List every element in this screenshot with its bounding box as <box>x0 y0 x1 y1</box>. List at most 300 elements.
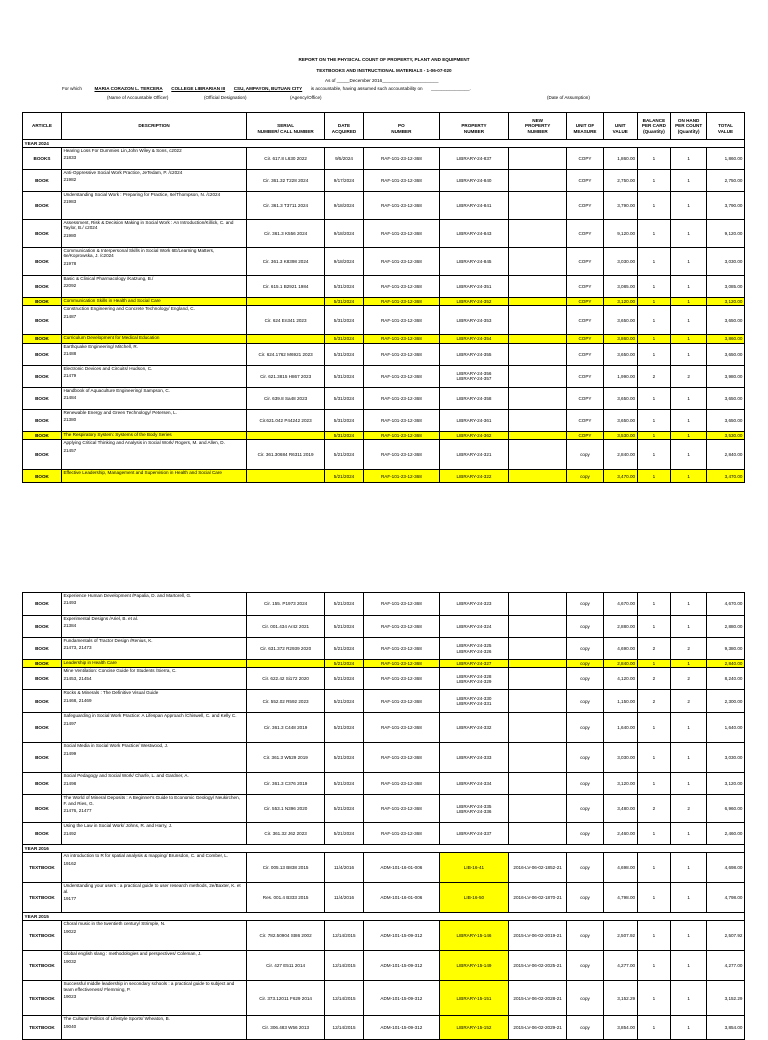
article-cell: BOOK <box>23 593 62 616</box>
table-row <box>23 387 745 409</box>
date-cell: 5/31/2024 <box>325 343 364 365</box>
unit-measure-cell: COPY <box>567 335 604 343</box>
table-row <box>23 638 745 660</box>
for-which-line <box>62 86 471 92</box>
description-accession: 21833 <box>63 155 77 161</box>
balance-qty-cell: 2 <box>637 668 671 690</box>
year-label: YEAR 2015 <box>23 913 745 921</box>
description-title: Assessment, Risk & Decision Making in Social Work : An Introduction/Killick, C. and Taylor, B./ c2024 <box>63 220 234 231</box>
date-cell: 5/31/2024 <box>325 276 364 298</box>
date-cell: 5/21/2024 <box>325 773 364 795</box>
description-accession: 19177 <box>63 896 77 902</box>
date-cell: 5/21/2024 <box>325 743 364 773</box>
description-cell <box>61 170 246 192</box>
article-cell: BOOK <box>23 306 62 335</box>
column-header-line: NUMBER <box>463 128 485 134</box>
unit-measure-cell: COPY <box>567 387 604 409</box>
assumption-label: (Date of Assumption) <box>547 95 590 100</box>
total-value-cell: 3,530.00 <box>707 431 745 439</box>
description-title: Understanding your users : a practical guide to user research methods, 2e/Baxter, K. et al. <box>63 883 241 894</box>
unit-value-cell: 4,690.00 <box>603 638 637 660</box>
property-number-cell <box>439 192 508 220</box>
new-property-number-cell: 2016-LV-06-02-1852-21 <box>509 853 567 883</box>
onhand-qty-cell: 1 <box>671 1016 707 1040</box>
total-value-cell: 2,507.92 <box>707 921 745 951</box>
serial-cell: Cir. 552.02 R592 2023 <box>247 690 325 713</box>
property-number: LIBRARY-24-325 <box>456 643 492 649</box>
property-number: LIBRARY-24-321 <box>456 452 492 458</box>
article-cell: BOOK <box>23 690 62 713</box>
onhand-qty-cell: 1 <box>671 883 707 913</box>
column-header-line: ON HAND <box>677 117 700 123</box>
table-row <box>23 170 745 192</box>
onhand-qty-cell: 1 <box>671 981 707 1016</box>
new-property-number-cell <box>509 192 567 220</box>
year-section-row <box>23 140 745 148</box>
table-row <box>23 343 745 365</box>
total-value-cell: 3,030.00 <box>707 248 745 276</box>
unit-value-cell: 3,650.00 <box>603 343 637 365</box>
column-header-line: TOTAL <box>718 123 733 129</box>
property-number-cell <box>439 795 508 823</box>
serial-cell: Cir. 361.32 J62 2023 <box>247 823 325 845</box>
description-title: The World of Mineral Deposits : A Beginner's Guide to Economic Geology/ Neukirchen, F. and Ries, G. <box>63 795 240 806</box>
description-cell <box>61 668 246 690</box>
unit-value-cell: 3,030.00 <box>603 743 637 773</box>
po-cell: RAF-101-23-12-368 <box>363 440 439 470</box>
article-cell: BOOK <box>23 431 62 439</box>
new-property-number-cell: 2015-LV-06-02-2028-21 <box>509 981 567 1016</box>
description-title: Curriculum Development for Medical Education <box>63 335 160 341</box>
description-cell <box>61 276 246 298</box>
property-number: LIBRARY-24-837 <box>456 155 492 161</box>
total-value-cell: 3,790.00 <box>707 192 745 220</box>
po-cell: RAF-101-23-12-368 <box>363 298 439 306</box>
balance-qty-cell: 1 <box>637 248 671 276</box>
new-property-number-cell <box>509 616 567 638</box>
column-header-line: ACQUIRED <box>331 128 357 134</box>
balance-qty-cell: 1 <box>637 298 671 306</box>
po-cell: RAF-101-23-12-368 <box>363 660 439 668</box>
column-header-line: NUMBER <box>391 128 412 134</box>
description-accession: 21498 <box>63 780 77 786</box>
property-table-page1 <box>22 112 745 483</box>
unit-value-cell: 2,460.00 <box>603 823 637 845</box>
table-row <box>23 593 745 616</box>
accountable-officer: MARIA CORAZON L. TERCERA <box>94 86 163 91</box>
total-value-cell: 3,120.00 <box>707 773 745 795</box>
property-number-cell <box>439 638 508 660</box>
column-header-line: NUMBER <box>527 128 548 134</box>
column-header-line <box>63 129 244 134</box>
description-title: Using the Law in Social Work/ Johns, R. and Harry, J. <box>63 823 173 829</box>
new-property-number-cell <box>509 795 567 823</box>
po-cell: RAF-101-23-12-368 <box>363 743 439 773</box>
description-title: Successful middle leadership in secondary schools : a practical guide to subject and team effectiveness/ Flemming, P. <box>63 981 235 992</box>
onhand-qty-cell: 1 <box>671 343 707 365</box>
description-cell <box>61 773 246 795</box>
po-cell: RAF-101-23-12-368 <box>363 409 439 431</box>
onhand-qty-cell: 1 <box>671 409 707 431</box>
onhand-qty-cell: 1 <box>671 853 707 883</box>
total-value-cell: 9,120.00 <box>707 220 745 248</box>
new-property-number-cell <box>509 743 567 773</box>
property-number: LIBRARY-24-327 <box>456 661 492 666</box>
total-value-cell: 2,840.00 <box>707 440 745 470</box>
column-header <box>603 113 637 140</box>
onhand-qty-cell: 1 <box>671 431 707 439</box>
balance-qty-cell: 1 <box>637 981 671 1016</box>
table-row <box>23 440 745 470</box>
description-cell <box>61 248 246 276</box>
date-cell: 5/31/2024 <box>325 365 364 387</box>
description-accession: 21487 <box>63 313 77 319</box>
unit-value-cell: 1,860.00 <box>603 148 637 170</box>
total-value-cell: 4,798.00 <box>707 883 745 913</box>
property-number-cell <box>439 220 508 248</box>
description-title: Renewable Energy and Green Technology/ Petersen, L. <box>63 409 177 415</box>
property-table-page2 <box>22 592 745 1040</box>
column-header <box>325 113 364 140</box>
description-cell <box>61 470 246 483</box>
total-value-cell: 3,980.00 <box>707 365 745 387</box>
table-row <box>23 192 745 220</box>
unit-value-cell: 4,698.00 <box>603 853 637 883</box>
unit-measure-cell: COPY <box>567 148 604 170</box>
unit-measure-cell: copy <box>567 743 604 773</box>
agency-label: (Agency/Office) <box>290 95 322 100</box>
description-cell <box>61 148 246 170</box>
report-subtitle: TEXTBOOKS AND INSTRUCTIONAL MATERIALS - 1-06-07-020 <box>316 68 452 73</box>
unit-measure-cell: copy <box>567 951 604 981</box>
column-header-line: DESCRIPTION <box>138 123 170 129</box>
unit-measure-cell: COPY <box>567 343 604 365</box>
property-number-cell <box>439 981 508 1016</box>
description-accession: 21978 <box>63 260 77 266</box>
balance-qty-cell: 1 <box>637 387 671 409</box>
onhand-qty-cell: 1 <box>671 713 707 743</box>
total-value-cell: 1,640.00 <box>707 713 745 743</box>
table-row <box>23 853 745 883</box>
property-number: LIBRARY-15-146 <box>456 933 492 939</box>
balance-qty-cell: 1 <box>637 951 671 981</box>
agency-office: CSU, AMPAYON, BUTUAN CITY <box>233 86 303 91</box>
property-number-cell <box>439 431 508 439</box>
unit-value-cell: 3,030.00 <box>603 248 637 276</box>
po-cell: RAF-101-23-12-368 <box>363 431 439 439</box>
new-property-number-cell <box>509 660 567 668</box>
article-cell: BOOK <box>23 823 62 845</box>
serial-cell <box>247 335 325 343</box>
po-cell: ADM-101-15-09-312 <box>363 921 439 951</box>
description-title: Global english slang : methodologies and perspectives/ Coleman, J. <box>63 951 202 957</box>
table-row <box>23 306 745 335</box>
unit-measure-cell: COPY <box>567 431 604 439</box>
date-cell: 9/17/2024 <box>325 170 364 192</box>
unit-value-cell: 3,860.00 <box>603 335 637 343</box>
article-cell: BOOK <box>23 220 62 248</box>
serial-cell: Cir. 361.3 K8398 2024 <box>247 248 325 276</box>
new-property-number-cell <box>509 148 567 170</box>
balance-qty-cell: 1 <box>637 440 671 470</box>
unit-value-cell: 3,650.00 <box>603 409 637 431</box>
property-number: LIBRARY-24-323 <box>456 601 492 607</box>
column-header-line: (Quantity) <box>643 128 665 134</box>
total-value-cell: 2,460.00 <box>707 823 745 845</box>
onhand-qty-cell: 1 <box>671 170 707 192</box>
serial-cell: Cir. 621.3815 H867 2023 <box>247 365 325 387</box>
description-cell <box>61 440 246 470</box>
serial-cell <box>247 298 325 306</box>
unit-measure-cell: copy <box>567 795 604 823</box>
name-label: (Name of Accountable Officer) <box>107 95 169 100</box>
serial-cell: Cir. 361.32 T228 2024 <box>247 170 325 192</box>
onhand-qty-cell: 1 <box>671 276 707 298</box>
description-title: Handbook of Aquaculture Engineering/ Sampson, C. <box>63 387 170 393</box>
property-number-cell <box>439 335 508 343</box>
serial-cell: Cir. 373.12011 F629 2014 <box>247 981 325 1016</box>
total-value-cell: 2,880.00 <box>707 616 745 638</box>
description-cell <box>61 616 246 638</box>
description-title: Understanding Social Work : Preparing for Practice, 6e/Thompson, N. /c2024 <box>63 192 221 197</box>
property-number: LIBRARY-24-356 <box>456 370 492 376</box>
balance-qty-cell: 1 <box>637 593 671 616</box>
description-title: Anti-Oppressive Social Work Practice, JeTedam, P. /c2024 <box>63 170 183 175</box>
column-header-line: MEASURE <box>573 128 597 134</box>
date-cell: 5/21/2024 <box>325 638 364 660</box>
serial-cell: Cir. 631.372 R2939 2020 <box>247 638 325 660</box>
property-number: LIBRARY-24-843 <box>456 230 492 236</box>
total-value-cell: 3,470.00 <box>707 470 745 483</box>
total-value-cell: 2,840.00 <box>707 660 745 668</box>
new-property-number-cell <box>509 298 567 306</box>
balance-qty-cell: 1 <box>637 883 671 913</box>
report-title: REPORT ON THE PHYSICAL COUNT OF PROPERTY, PLANT AND EQUIPMENT <box>298 57 470 62</box>
article-cell: BOOKS <box>23 148 62 170</box>
total-value-cell: 2,750.00 <box>707 170 745 192</box>
po-cell: RAF-101-23-12-368 <box>363 690 439 713</box>
unit-value-cell: 1,640.00 <box>603 713 637 743</box>
column-header-line: BALANCE <box>642 117 666 123</box>
accountability-text: is accountable, having assumed such accountability on <box>310 86 423 91</box>
description-cell <box>61 593 246 616</box>
date-cell: 12/14/2015 <box>325 981 364 1016</box>
serial-cell: Cir. 624 En341 2023 <box>247 306 325 335</box>
unit-measure-cell: copy <box>567 470 604 483</box>
unit-measure-cell: COPY <box>567 192 604 220</box>
total-value-cell: 6,960.00 <box>707 795 745 823</box>
property-number-cell <box>439 440 508 470</box>
article-cell: BOOK <box>23 440 62 470</box>
description-accession: 21983 <box>63 199 77 205</box>
table-row <box>23 1016 745 1040</box>
description-cell <box>61 853 246 883</box>
property-number: LIBRARY-24-351 <box>456 283 492 289</box>
serial-cell: Cir. 361.30684 R6311 2019 <box>247 440 325 470</box>
column-header-line: UNIT <box>614 123 626 129</box>
description-cell <box>61 306 246 335</box>
unit-measure-cell: copy <box>567 690 604 713</box>
new-property-number-cell <box>509 387 567 409</box>
table-row <box>23 470 745 483</box>
article-cell: BOOK <box>23 668 62 690</box>
balance-qty-cell: 1 <box>637 773 671 795</box>
date-cell: 9/5/2024 <box>325 148 364 170</box>
article-cell: BOOK <box>23 192 62 220</box>
column-header <box>247 113 325 140</box>
po-cell: RAF-101-23-12-368 <box>363 276 439 298</box>
onhand-qty-cell: 1 <box>671 306 707 335</box>
article-cell: TEXTBOOK <box>23 951 62 981</box>
description-title: Experience Human Development /Papalia, D. and Martorell, G. <box>63 593 192 598</box>
onhand-qty-cell: 2 <box>671 690 707 713</box>
balance-qty-cell: 1 <box>637 335 671 343</box>
description-title: Electronic Devices and Circuits/ Hudson, C. <box>63 365 153 371</box>
article-cell: BOOK <box>23 470 62 483</box>
po-cell: ADM-101-15-09-312 <box>363 951 439 981</box>
description-cell <box>61 823 246 845</box>
new-property-number-cell <box>509 773 567 795</box>
column-header <box>707 113 745 140</box>
column-header-line: DATE <box>337 123 351 129</box>
po-cell: RAF-101-23-12-368 <box>363 638 439 660</box>
balance-qty-cell: 1 <box>637 1016 671 1040</box>
description-accession: 21457 <box>63 447 77 453</box>
unit-value-cell: 1,150.00 <box>603 690 637 713</box>
property-number: LIBRARY-24-330 <box>456 696 492 701</box>
po-cell: RAF-101-23-12-368 <box>363 668 439 690</box>
table-row <box>23 823 745 845</box>
total-value-cell: 3,650.00 <box>707 306 745 335</box>
total-value-cell: 3,152.29 <box>707 981 745 1016</box>
designation-label: (Official Designation) <box>204 95 247 100</box>
date-cell: 5/21/2024 <box>325 660 364 668</box>
property-number-cell <box>439 306 508 335</box>
unit-value-cell: 3,152.29 <box>603 981 637 1016</box>
description-accession: 21493 <box>63 600 77 606</box>
unit-value-cell: 3,854.00 <box>603 1016 637 1040</box>
date-cell: 5/31/2024 <box>325 306 364 335</box>
description-title: The Respiratory System: Systems of the Body Series <box>63 431 172 437</box>
description-cell <box>61 951 246 981</box>
description-cell <box>61 921 246 951</box>
table-row <box>23 981 745 1016</box>
onhand-qty-cell: 1 <box>671 220 707 248</box>
description-title: Social Pedagogy and Social Work/ Charfe, L. and Gardner, A. <box>63 773 189 779</box>
description-cell <box>61 981 246 1016</box>
column-header-line <box>25 129 60 134</box>
table-row <box>23 743 745 773</box>
property-number-cell <box>439 921 508 951</box>
article-cell: BOOK <box>23 343 62 365</box>
po-cell: RAF-101-23-12-368 <box>363 220 439 248</box>
description-cell <box>61 220 246 248</box>
description-accession: 21982 <box>63 177 77 183</box>
onhand-qty-cell: 2 <box>671 668 707 690</box>
unit-value-cell: 3,650.00 <box>603 387 637 409</box>
balance-qty-cell: 1 <box>637 148 671 170</box>
total-value-cell: 4,698.00 <box>707 853 745 883</box>
column-header-line: PER COUNT <box>675 123 703 129</box>
description-accession: 19022 <box>63 928 77 934</box>
description-cell <box>61 743 246 773</box>
unit-value-cell: 2,840.00 <box>603 660 637 668</box>
table-header-row <box>23 113 745 140</box>
table-row <box>23 660 745 668</box>
unit-measure-cell: copy <box>567 713 604 743</box>
onhand-qty-cell: 1 <box>671 192 707 220</box>
property-number: LIBRARY-24-331 <box>456 701 492 707</box>
description-title: Communication & Interpersonal Skills in Social Work 6E/Learning Matters, 6e/Koprowska, J. /c2024 <box>63 248 215 259</box>
column-header <box>671 113 707 140</box>
column-header <box>509 113 567 140</box>
description-accession: 19023 <box>63 994 77 1000</box>
property-number: LIBRARY-24-337 <box>456 831 492 837</box>
property-number-cell <box>439 170 508 192</box>
onhand-qty-cell: 1 <box>671 660 707 668</box>
unit-measure-cell: COPY <box>567 170 604 192</box>
new-property-number-cell <box>509 470 567 483</box>
description-cell <box>61 795 246 823</box>
new-property-number-cell <box>509 220 567 248</box>
date-cell: 5/21/2024 <box>325 440 364 470</box>
serial-cell: Cir. 782.50904 St86 2002 <box>247 921 325 951</box>
total-value-cell: 3,650.00 <box>707 387 745 409</box>
new-property-number-cell <box>509 409 567 431</box>
new-property-number-cell <box>509 170 567 192</box>
property-number-cell <box>439 593 508 616</box>
article-cell: BOOK <box>23 616 62 638</box>
year-label: YEAR 2024 <box>23 140 745 148</box>
unit-value-cell: 3,470.00 <box>603 470 637 483</box>
property-number: LIBRARY-24-352 <box>456 299 492 304</box>
description-accession: 19032 <box>63 958 77 964</box>
column-header-line: VALUE <box>612 128 628 134</box>
new-property-number-cell: 2015-LV-06-02-2029-21 <box>509 1016 567 1040</box>
unit-value-cell: 4,277.00 <box>603 951 637 981</box>
po-cell: RAF-101-23-12-368 <box>363 148 439 170</box>
balance-qty-cell: 1 <box>637 409 671 431</box>
onhand-qty-cell: 1 <box>671 470 707 483</box>
total-value-cell: 2,300.00 <box>707 690 745 713</box>
unit-measure-cell: copy <box>567 883 604 913</box>
property-number: LIBRARY-24-357 <box>456 376 492 382</box>
date-cell: 5/21/2024 <box>325 795 364 823</box>
unit-value-cell: 2,880.00 <box>603 616 637 638</box>
article-cell: BOOK <box>23 638 62 660</box>
column-header-line: UNIT OF <box>575 123 595 129</box>
date-cell: 12/14/2015 <box>325 921 364 951</box>
po-cell: RAF-101-23-12-368 <box>363 365 439 387</box>
date-cell: 5/21/2024 <box>325 668 364 690</box>
description-accession: 21473, 21473 <box>63 645 92 651</box>
article-cell: BOOK <box>23 170 62 192</box>
article-cell: BOOK <box>23 743 62 773</box>
date-cell: 9/18/2024 <box>325 192 364 220</box>
property-number-cell <box>439 823 508 845</box>
description-cell <box>61 387 246 409</box>
description-accession: 21980 <box>63 232 77 238</box>
table-row <box>23 616 745 638</box>
description-cell <box>61 335 246 343</box>
description-title: Mine Ventilation: Concise Guide for Students /Sierra, C. <box>63 668 177 674</box>
balance-qty-cell: 1 <box>637 853 671 883</box>
description-accession: 21479 <box>63 373 77 379</box>
serial-cell: Cir.621.042 P44242 2023 <box>247 409 325 431</box>
column-header <box>439 113 508 140</box>
serial-cell: Cir. 361.3 W529 2019 <box>247 743 325 773</box>
serial-cell: Cir. 615.1 B2921 1984 <box>247 276 325 298</box>
